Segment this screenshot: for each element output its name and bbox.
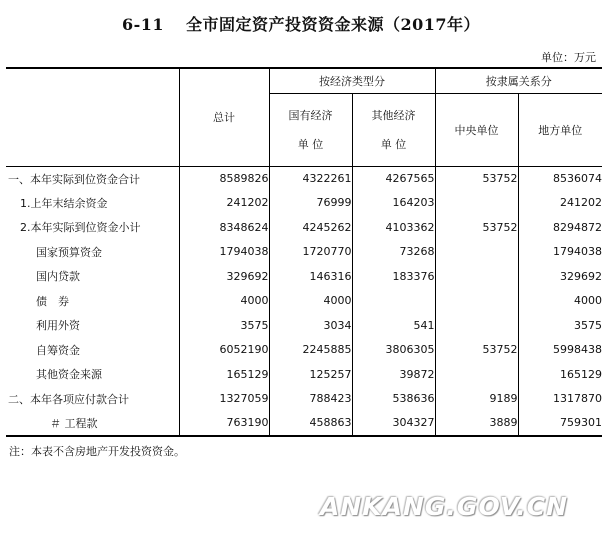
table-cell: 39872: [352, 362, 435, 387]
row-label: 自筹资金: [36, 343, 80, 357]
row-label: 2.本年实际到位资金小计: [20, 221, 141, 235]
table-cell: 4000: [179, 289, 269, 314]
header-local: 地方单位: [518, 93, 602, 166]
table-cell: 73268: [352, 240, 435, 265]
table-cell: [435, 362, 518, 387]
table-row: [6, 166, 602, 191]
table-cell: 788423: [269, 387, 352, 412]
table-cell: 5998438: [518, 338, 602, 363]
table-cell: 4000: [269, 289, 352, 314]
table-row: [6, 411, 602, 436]
table-row: [6, 362, 602, 387]
row-label: 债 券: [36, 294, 69, 308]
table-cell: [435, 313, 518, 338]
header-central: 中央单位: [435, 93, 518, 166]
table-row: [6, 289, 602, 314]
table-cell: 4103362: [352, 215, 435, 240]
table-cell: 53752: [435, 215, 518, 240]
table-row: [6, 191, 602, 216]
row-label: 利用外资: [36, 319, 80, 333]
table-cell: 3575: [179, 313, 269, 338]
table-cell: 4245262: [269, 215, 352, 240]
header-by-affiliation: 按隶属关系分: [435, 68, 602, 93]
table-cell: 458863: [269, 411, 352, 436]
table-cell: 8348624: [179, 215, 269, 240]
table-cell: 538636: [352, 387, 435, 412]
table-cell: 1720770: [269, 240, 352, 265]
table-cell: 146316: [269, 264, 352, 289]
table-cell: [352, 289, 435, 314]
row-label: 二、本年各项应付款合计: [8, 392, 129, 406]
table-cell: 4322261: [269, 166, 352, 191]
table-row: [6, 313, 602, 338]
table-cell: 53752: [435, 338, 518, 363]
row-label: 国家预算资金: [36, 245, 102, 259]
table-cell: 3034: [269, 313, 352, 338]
table-cell: 165129: [179, 362, 269, 387]
table-cell: 241202: [518, 191, 602, 216]
row-label: 1.上年末结余资金: [20, 196, 108, 210]
table-cell: 4000: [518, 289, 602, 314]
header-state-owned: 国有经济 单 位: [269, 93, 352, 166]
table-cell: [435, 240, 518, 265]
table-cell: [435, 264, 518, 289]
table-cell: [435, 289, 518, 314]
table-cell: 1327059: [179, 387, 269, 412]
row-label: 一、本年实际到位资金合计: [8, 172, 140, 186]
funding-table: [6, 67, 602, 437]
page-title: [0, 12, 602, 35]
header-by-economic-type: 按经济类型分: [269, 68, 435, 93]
table-cell: 125257: [269, 362, 352, 387]
table-cell: 9189: [435, 387, 518, 412]
row-label: 国内贷款: [36, 270, 80, 284]
table-cell: 3575: [518, 313, 602, 338]
table-cell: 329692: [179, 264, 269, 289]
table-cell: 1794038: [179, 240, 269, 265]
table-cell: 76999: [269, 191, 352, 216]
table-row: [6, 215, 602, 240]
table-cell: 304327: [352, 411, 435, 436]
table-row: [6, 338, 602, 363]
table-row: [6, 264, 602, 289]
table-cell: 1317870: [518, 387, 602, 412]
table-cell: 759301: [518, 411, 602, 436]
table-cell: 3889: [435, 411, 518, 436]
row-label: 其他资金来源: [36, 368, 102, 382]
table-cell: 8589826: [179, 166, 269, 191]
table-cell: [435, 191, 518, 216]
table-cell: 763190: [179, 411, 269, 436]
header-blank: [6, 68, 179, 166]
table-title: 全市固定资产投资资金来源（2017年）: [186, 15, 481, 34]
table-cell: 541: [352, 313, 435, 338]
table-body: [6, 166, 602, 436]
table-cell: 53752: [435, 166, 518, 191]
table-cell: 8536074: [518, 166, 602, 191]
table-row: [6, 387, 602, 412]
footnote: 注：本表不含房地产开发投资资金。: [9, 445, 185, 458]
table-cell: 164203: [352, 191, 435, 216]
table-cell: 329692: [518, 264, 602, 289]
row-label: ＃ 工程款: [50, 416, 98, 430]
table-cell: 4267565: [352, 166, 435, 191]
table-cell: 241202: [179, 191, 269, 216]
header-total: 总计: [179, 68, 269, 166]
header-other-economic: 其他经济 单 位: [352, 93, 435, 166]
table-cell: 2245885: [269, 338, 352, 363]
table-cell: 6052190: [179, 338, 269, 363]
unit-label: 单位：万元: [541, 51, 596, 64]
table-code: 6-11: [121, 15, 164, 34]
table-row: [6, 240, 602, 265]
table-cell: 165129: [518, 362, 602, 387]
table-cell: 183376: [352, 264, 435, 289]
table-cell: 8294872: [518, 215, 602, 240]
watermark: ANKANG.GOV.CN: [320, 492, 569, 521]
table-cell: 3806305: [352, 338, 435, 363]
table-cell: 1794038: [518, 240, 602, 265]
